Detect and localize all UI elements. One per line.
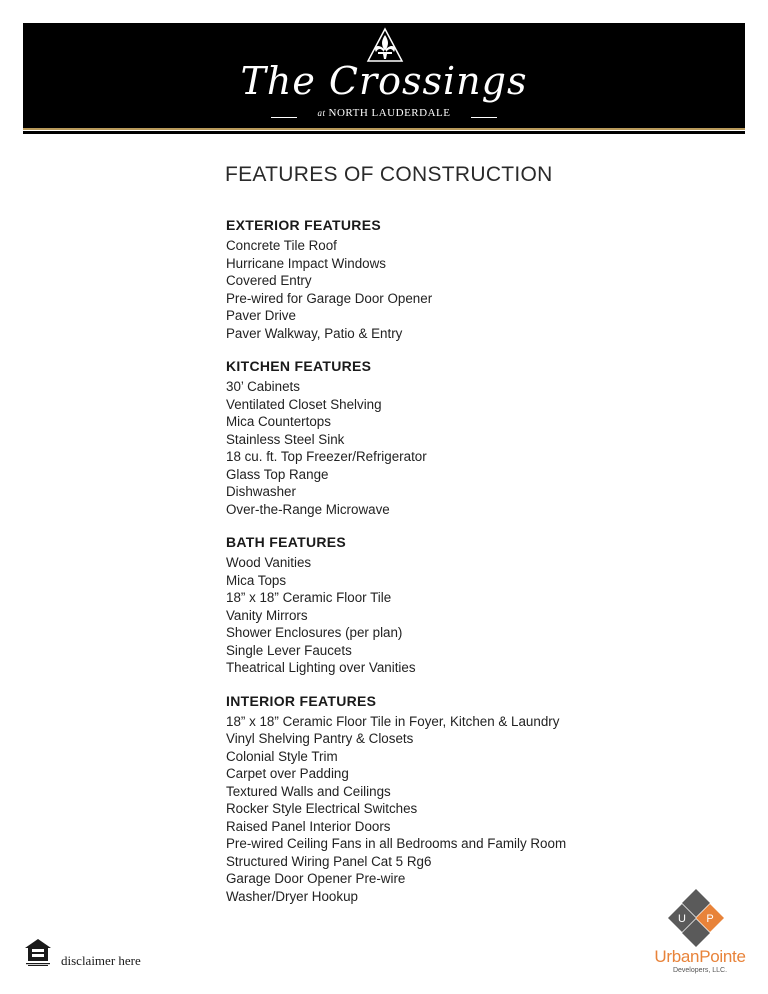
brand-location xyxy=(23,107,745,119)
section-heading: KITCHEN FEATURES xyxy=(226,358,372,374)
list-item: Dishwasher xyxy=(226,484,296,499)
list-item: Vinyl Shelving Pantry & Closets xyxy=(226,731,414,746)
disclaimer-text: disclaimer here xyxy=(61,953,141,968)
list-item: 18 cu. ft. Top Freezer/Refrigerator xyxy=(226,449,427,464)
urbanpointe-logo-icon xyxy=(660,887,732,949)
header-banner xyxy=(23,23,745,128)
list-item: Colonial Style Trim xyxy=(226,748,338,764)
list-item: Structured Wiring Panel Cat 5 Rg6 xyxy=(226,853,432,869)
list-item: Textured Walls and Ceilings xyxy=(226,783,391,799)
section-bath xyxy=(226,533,706,677)
brand-location-text: NORTH LAUDERDALE xyxy=(328,107,451,119)
section-heading: EXTERIOR FEATURES xyxy=(226,217,381,233)
list-item: Ventilated Closet Shelving xyxy=(226,396,382,412)
list-item: Covered Entry xyxy=(226,273,312,288)
list-item: 30’ Cabinets xyxy=(226,379,300,394)
section-heading: INTERIOR FEATURES xyxy=(226,692,377,709)
list-item: Garage Door Opener Pre-wire xyxy=(226,871,406,886)
list-item: Paver Drive xyxy=(226,308,296,323)
brand-logo xyxy=(23,23,745,128)
list-item: 18” x 18” Ceramic Floor Tile xyxy=(226,590,392,605)
logo-letter-u: U xyxy=(678,913,686,925)
developer-name: UrbanPointe xyxy=(654,947,746,966)
developer-subtitle: Developers, LLC. xyxy=(672,967,728,974)
list-item: 18” x 18” Ceramic Floor Tile in Foyer, Kitchen & Laundry xyxy=(226,713,560,729)
section-heading: BATH FEATURES xyxy=(226,534,347,550)
list-item: Stainless Steel Sink xyxy=(226,431,345,447)
logo-letter-p: P xyxy=(706,913,714,925)
list-item: Rocker Style Electrical Switches xyxy=(226,801,418,816)
list-item: Single Lever Faucets xyxy=(226,642,352,658)
equal-housing-opportunity-icon xyxy=(23,937,53,967)
list-item: Hurricane Impact Windows xyxy=(226,255,386,271)
list-item: Washer/Dryer Hookup xyxy=(226,888,358,904)
page-title: FEATURES OF CONSTRUCTION xyxy=(225,163,553,186)
brand-at: at xyxy=(317,108,326,118)
list-item: Pre-wired for Garage Door Opener xyxy=(226,290,433,306)
list-item: Carpet over Padding xyxy=(226,766,349,781)
list-item: Paver Walkway, Patio & Entry xyxy=(226,325,403,341)
list-item: Over-the-Range Microwave xyxy=(226,501,390,517)
brand-script-title: The Crossings xyxy=(240,59,528,103)
list-item: Shower Enclosures (per plan) xyxy=(226,625,403,640)
list-item: Vanity Mirrors xyxy=(226,607,308,623)
list-item: Theatrical Lighting over Vanities xyxy=(226,660,416,675)
section-exterior xyxy=(226,216,706,342)
list-item: Pre-wired Ceiling Fans in all Bedrooms and Family Room xyxy=(226,836,567,851)
features-list xyxy=(226,216,706,920)
list-item: Wood Vanities xyxy=(226,555,312,570)
list-item: Concrete Tile Roof xyxy=(226,238,337,253)
gold-rule xyxy=(23,128,745,130)
section-kitchen xyxy=(226,357,706,518)
section-interior xyxy=(226,692,706,906)
list-item: Mica Tops xyxy=(226,572,287,588)
list-item: Mica Countertops xyxy=(226,414,331,429)
brand-divider-right xyxy=(471,117,497,118)
fleur-de-lis-icon xyxy=(362,27,408,63)
list-item: Glass Top Range xyxy=(226,466,329,482)
black-rule xyxy=(23,131,745,134)
list-item: Raised Panel Interior Doors xyxy=(226,818,391,834)
